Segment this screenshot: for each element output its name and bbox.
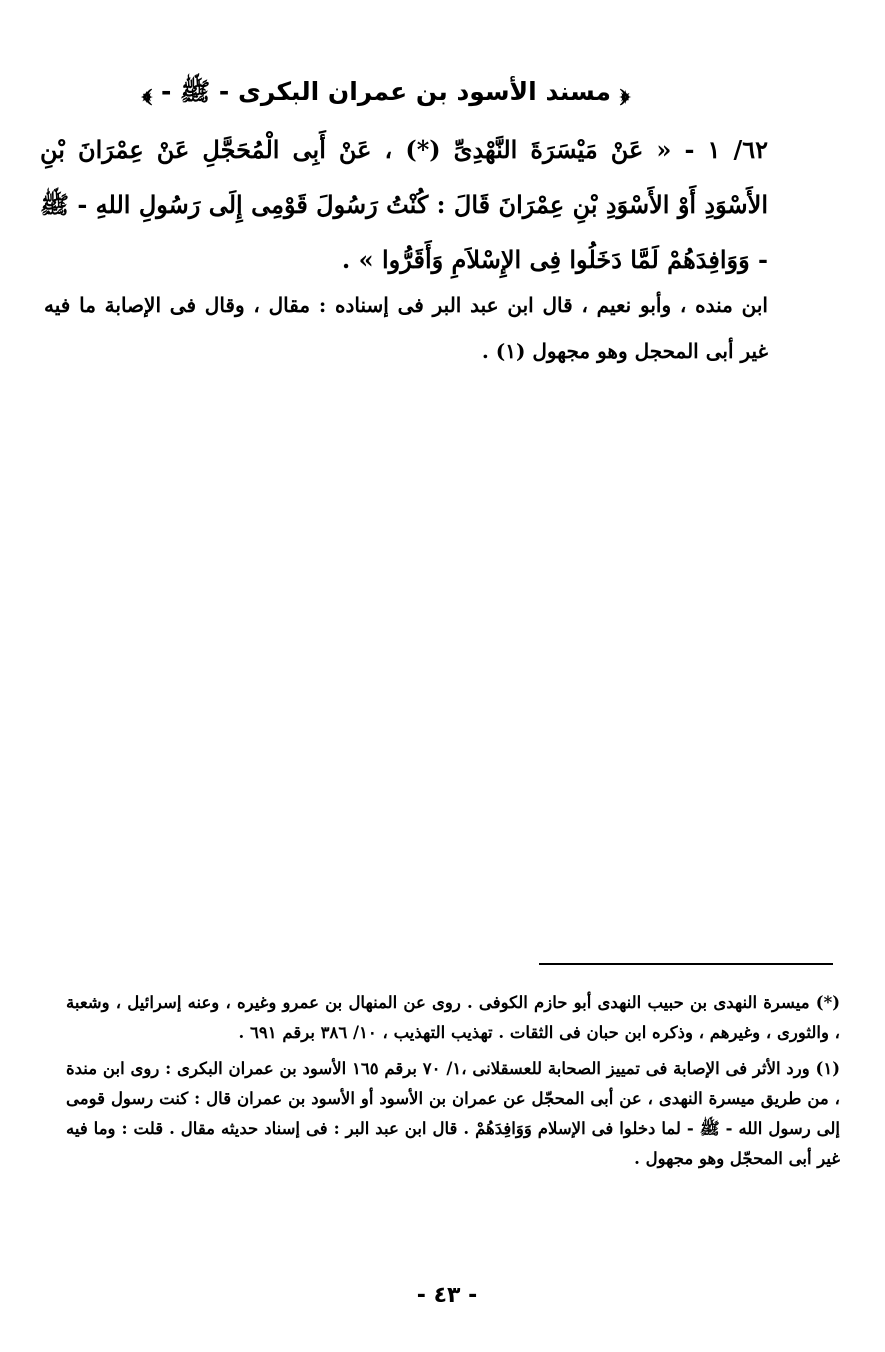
- takhrij-text: ابن منده ، وأبو نعيم ، قال ابن عبد البر فى إسناده : مقال ، وقال فى الإصابة ما فيه غير أبى المحجل وهو مجهول (١) .: [44, 293, 768, 363]
- footnote-source: (١) ورد الأثر فى الإصابة فى تمييز الصحابة للعسقلانى ،١/ ٧٠ برقم ١٦٥ الأسود بن عمران البكرى : روى ابن مندة ، من طريق ميسرة النهدى ، عن أبى المحجّل عن عمران بن الأسود أو الأسود بن عمران قال : كنت رسول قومى إلى رسول الله - ﷺ - لما دخلوا فى الإسلام وَوَافِدَهُمْ . قال ابن عبد البر : فى إسناد حديثه مقال . قلت : وما فيه غير أبى المحجّل وهو مجهول .: [66, 1059, 841, 1168]
- footnotes: [66, 988, 840, 1180]
- page-number: - ٤٣ -: [416, 1283, 478, 1308]
- hadith-text: ٦٢/ ١ - « عَنْ مَيْسَرَةَ النَّهْدِىِّ (*) ، عَنْ أَبِى الْمُحَجَّلِ عَنْ عِمْرَانَ بْنِ الأَسْوَدِ أَوْ الأَسْوَدِ بْنِ عِمْرَانَ قَالَ : كُنْتُ رَسُولَ قَوْمِى إِلَى رَسُولِ اللهِ - ﷺ - وَوَافِدَهُمْ لَمَّا دَخَلُوا فِى الإِسْلاَمِ وَأَقَرُّوا » .: [40, 135, 768, 274]
- section-title: ﴿ مسند الأسود بن عمران البكرى - ﷺ - ﴾: [141, 77, 630, 106]
- footnote-narrator: (*) ميسرة النهدى بن حبيب النهدى أبو حازم الكوفى . روى عن المنهال بن عمرو وغيره ، وعنه إسرائيل ، وشعبة ، والثورى ، وغيرهم ، وذكره ابن حبان فى الثقات . تهذيب التهذيب ، ١٠/ ٣٨٦ برقم ٦٩١ .: [66, 993, 840, 1042]
- footnote-separator: [539, 963, 833, 965]
